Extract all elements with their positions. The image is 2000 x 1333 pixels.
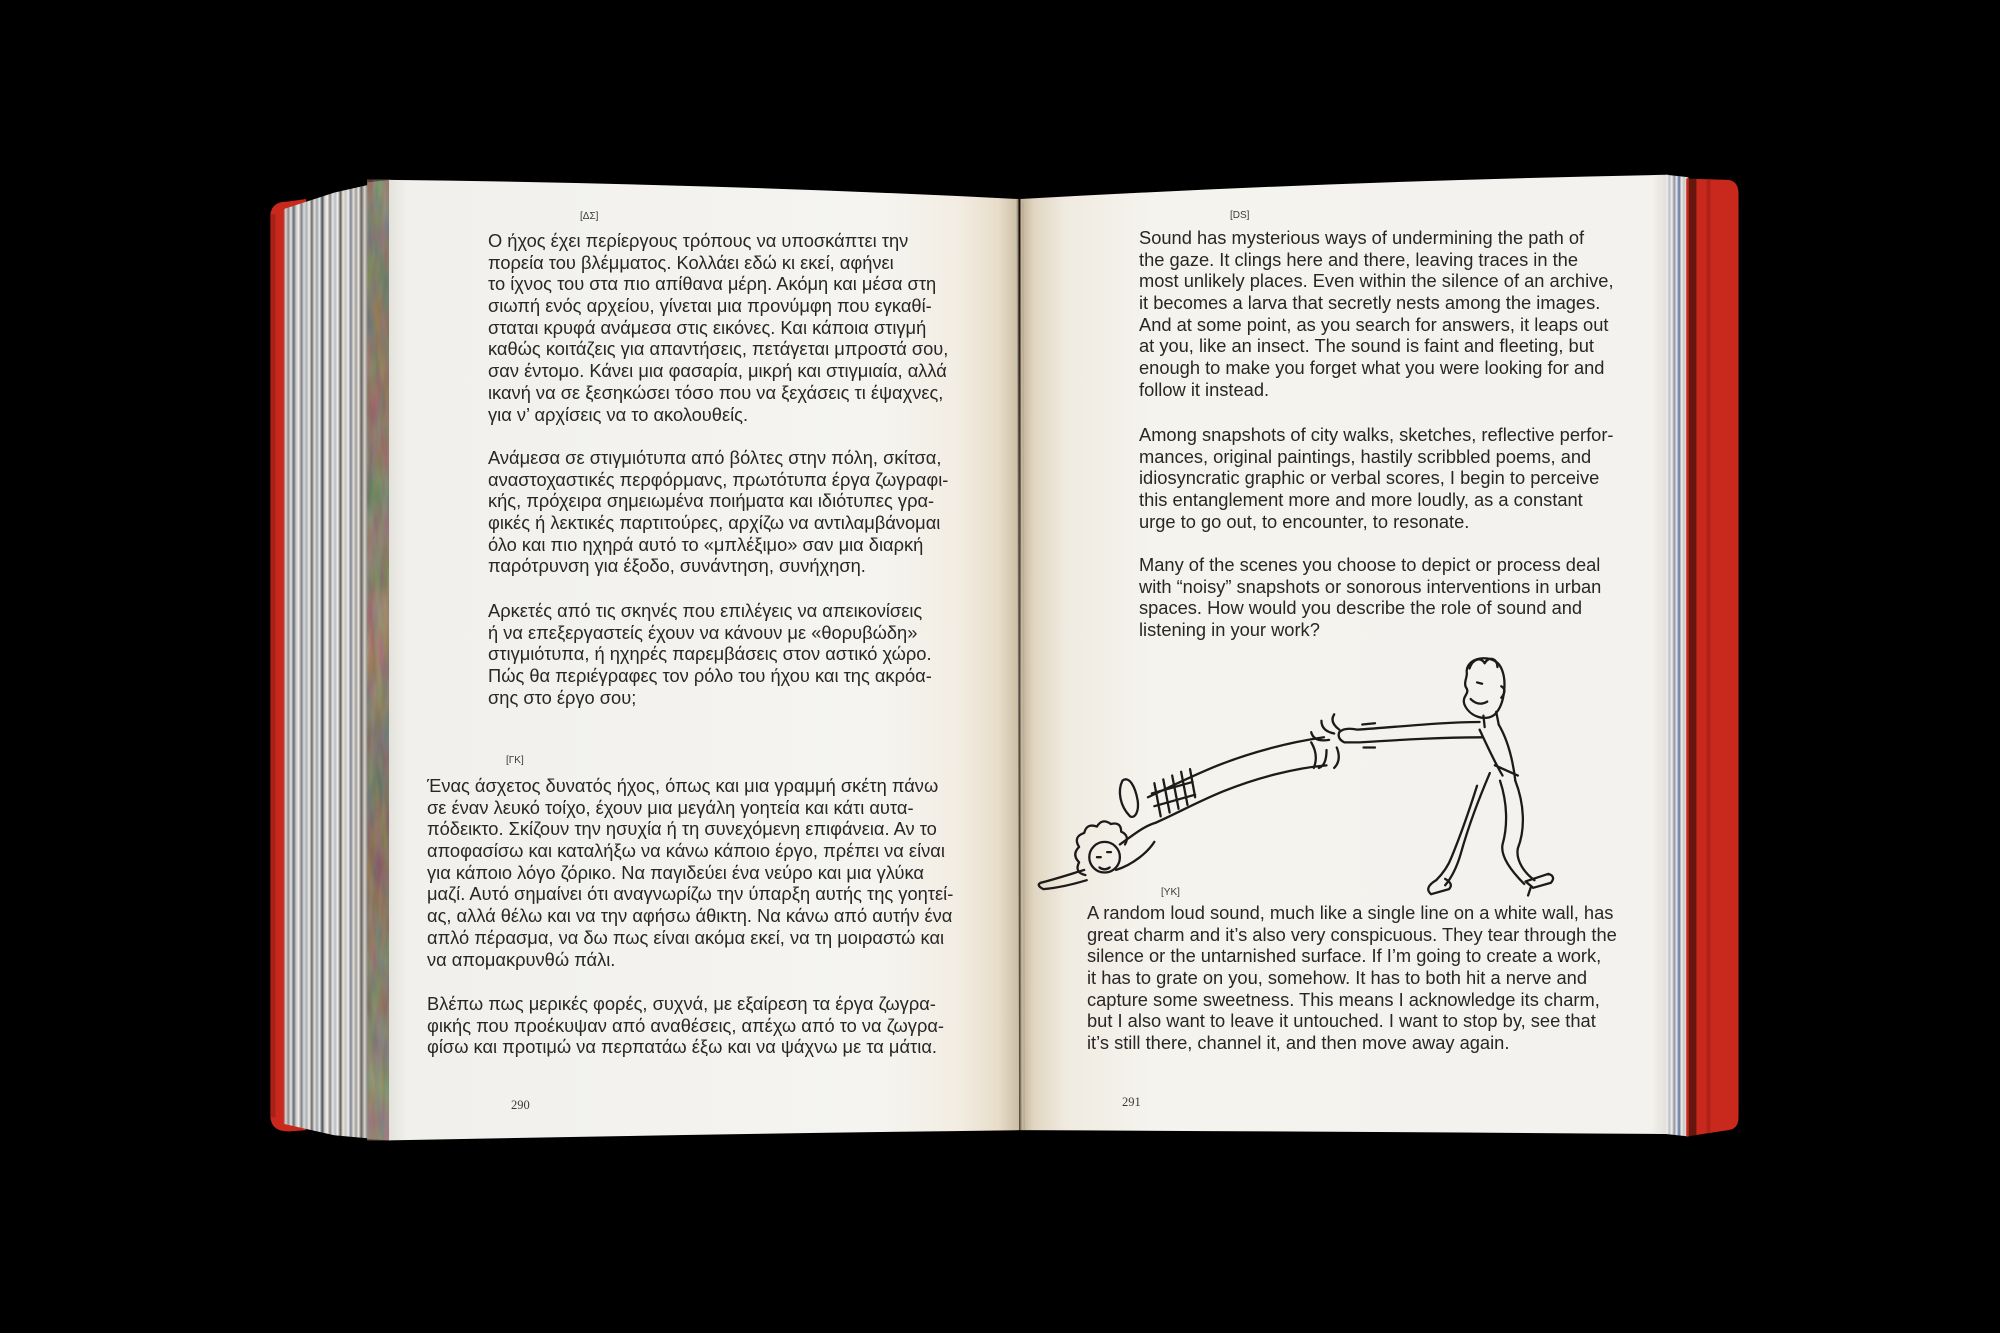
text-line: A random loud sound, much like a single line on a white wall, has: [1087, 902, 1614, 923]
text-line: ας, αλλά θέλω και να την αφήσω άθικτη. Να κάνω από αυτήν ένα: [427, 905, 953, 927]
text-line: κής, πρόχειρα σημειωμένα ποιήματα και ιδιότυπες γρα-: [488, 490, 935, 512]
left-image-page-texture: [367, 180, 390, 1141]
right-cover-inner-shade: [1689, 179, 1697, 1137]
text-line: ή να επεξεργαστείς έχουν να κάνουν με «θορυβώδη»: [488, 621, 918, 643]
text-line: most unlikely places. Even within the silence of an archive,: [1139, 270, 1614, 292]
right-page-stack: [1666, 175, 1689, 1137]
text-line: σε έναν λευκό τοίχο, έχουν μια μεγάλη γοητεία και κάτι αυτα-: [427, 796, 914, 818]
text-line: idiosyncratic graphic or verbal scores, I begin to perceive: [1139, 467, 1600, 489]
text-line: enough to make you forget what you were looking for and: [1139, 357, 1605, 379]
text-line: it has to grate on you, somehow. It has to both hit a nerve and: [1087, 967, 1588, 989]
page-number: 291: [1122, 1095, 1141, 1109]
right-paragraph-2: [1139, 424, 1614, 532]
text-line: φίσω και προτιμώ να περπατάω έξω και να ψάχνω με τα μάτια.: [427, 1036, 937, 1058]
text-line: follow it instead.: [1139, 378, 1270, 400]
text-line: it becomes a larva that secretly nests among the images.: [1139, 292, 1601, 314]
text-line: Ένας άσχετος δυνατός ήχος, όπως και μια γραμμή σκέτη πάνω: [427, 775, 939, 796]
right-paragraph-1: [1139, 227, 1614, 401]
speaker-tag: [ΔΣ]: [580, 211, 599, 222]
text-line: this entanglement more and more loudly, as a constant: [1139, 489, 1583, 511]
text-line: And at some point, as you search for answers, it leaps out: [1139, 313, 1609, 335]
text-line: μαζί. Αυτό σημαίνει ότι αναγνωρίζω την ύπαρξη αυτής της γοητεί-: [427, 883, 954, 905]
text-line: αποφασίσω και καταλήξω να κάνω κάποιο έργο, πρέπει να είναι: [427, 840, 945, 862]
text-line: σης στο έργο σου;: [488, 686, 637, 708]
left-paragraph-1: [488, 230, 948, 425]
text-line: urge to go out, to encounter, to resonate.: [1139, 510, 1470, 532]
text-line: για κάποιο λόγο ζόρικο. Να παγιδεύει ένα νεύρο και μια γλύκα: [427, 861, 924, 883]
text-line: το ίχνος του στα πιο απίθανα μέρη. Ακόμη και μέσα στη: [488, 273, 937, 295]
text-line: πόδεικτο. Σκίζουν την ησυχία ή τη συνεχόμενη επιφάνεια. Αν το: [427, 818, 937, 840]
text-line: capture some sweetness. This means I acknowledge its charm,: [1087, 988, 1600, 1010]
text-line: mances, original paintings, hastily scribbled poems, and: [1139, 445, 1592, 467]
right-cover-crease: [1707, 180, 1711, 1133]
left-paragraph-3: [488, 600, 932, 708]
text-line: at you, like an insect. The sound is faint and fleeting, but: [1139, 335, 1594, 357]
page-number: 290: [511, 1098, 530, 1112]
text-line: απλό πέρασμα, να δω πως είναι ακόμα εκεί, να τη μοιραστώ και: [427, 926, 945, 948]
text-line: but I also want to leave it untouched. I want to stop by, see that: [1087, 1010, 1596, 1032]
text-line: πορεία του βλέμματος. Κολλάει εδώ κι εκεί, αφήνει: [488, 251, 894, 273]
text-line: silence or the untarnished surface. If I’m going to create a work,: [1087, 945, 1602, 967]
text-line: αναστοχαστικές περφόρμανς, πρωτότυπα έργα ζωγραφι-: [488, 468, 949, 490]
right-paragraph-4: [1087, 902, 1617, 1054]
right-paragraph-3: [1139, 554, 1601, 641]
left-cover-shade: [270, 214, 275, 1117]
text-line: όλο και πιο ηχηρά αυτό το «μπλέξιμο» σαν μια διαρκή: [488, 533, 924, 555]
text-line: για ν’ αρχίσεις να το ακολουθείς.: [488, 403, 749, 425]
text-line: Αρκετές από τις σκηνές που επιλέγεις να απεικονίσεις: [488, 600, 923, 621]
text-line: it’s still there, channel it, and then move away again.: [1087, 1032, 1510, 1054]
text-line: Πώς θα περιέγραφες τον ρόλο του ήχου και της ακρόα-: [488, 665, 932, 687]
left-paragraph-5: [427, 993, 944, 1058]
text-line: στιγμιότυπα, ή ηχηρές παρεμβάσεις στον αστικό χώρο.: [488, 643, 932, 665]
text-line: καθώς κοιτάζεις για απαντήσεις, πετάγεται μπροστά σου,: [488, 338, 949, 360]
text-line: Sound has mysterious ways of undermining the path of: [1139, 227, 1585, 248]
speaker-tag: [ΓΚ]: [506, 755, 524, 766]
text-line: Many of the scenes you choose to depict or process deal: [1139, 554, 1601, 575]
text-line: παρότρυνση για έξοδο, συνάντηση, συνήχηση.: [488, 555, 866, 577]
text-line: great charm and it’s also very conspicuous. They tear through the: [1087, 923, 1617, 945]
text-line: Ο ήχος έχει περίεργους τρόπους να υποσκάπτει την: [488, 230, 909, 251]
left-paragraph-4: [427, 775, 953, 970]
text-line: φικές ή λεκτικές παρτιτούρες, αρχίζω να αντιλαμβάνομαι: [488, 512, 941, 534]
speaker-tag: [DS]: [1230, 210, 1250, 221]
text-line: Ανάμεσα σε στιγμιότυπα από βόλτες στην πόλη, σκίτσα,: [488, 447, 942, 468]
text-line: with “noisy” snapshots or sonorous interventions in urban: [1139, 575, 1602, 597]
text-line: φικής που προέκυψαν από αναθέσεις, απέχω από το να ζωγρα-: [427, 1014, 945, 1036]
speaker-tag: [YK]: [1161, 887, 1180, 898]
text-line: listening in your work?: [1139, 619, 1320, 641]
text-line: the gaze. It clings here and there, leaving traces in the: [1139, 248, 1579, 270]
text-line: να απομακρυνθώ πάλι.: [427, 948, 616, 970]
text-line: Βλέπω πως μερικές φορές, συχνά, με εξαίρεση τα έργα ζωγρα-: [427, 993, 936, 1014]
text-line: spaces. How would you describe the role of sound and: [1139, 597, 1583, 619]
text-line: Among snapshots of city walks, sketches, reflective perfor-: [1139, 424, 1614, 445]
left-paragraph-2: [488, 447, 948, 577]
text-line: ικανή να σε ξεσηκώσει τόσο που να ξεχάσεις τι έψαχνες,: [488, 381, 944, 403]
text-line: σαν έντομο. Κάνει μια φασαρία, μικρή και στιγμιαία, αλλά: [488, 360, 947, 382]
text-line: σιωπή ενός αρχείου, γίνεται μια προνύμφη που εγκαθί-: [488, 295, 932, 317]
text-line: σταται κρυφά ανάμεσα στις εικόνες. Και κάποια στιγμή: [488, 316, 927, 338]
